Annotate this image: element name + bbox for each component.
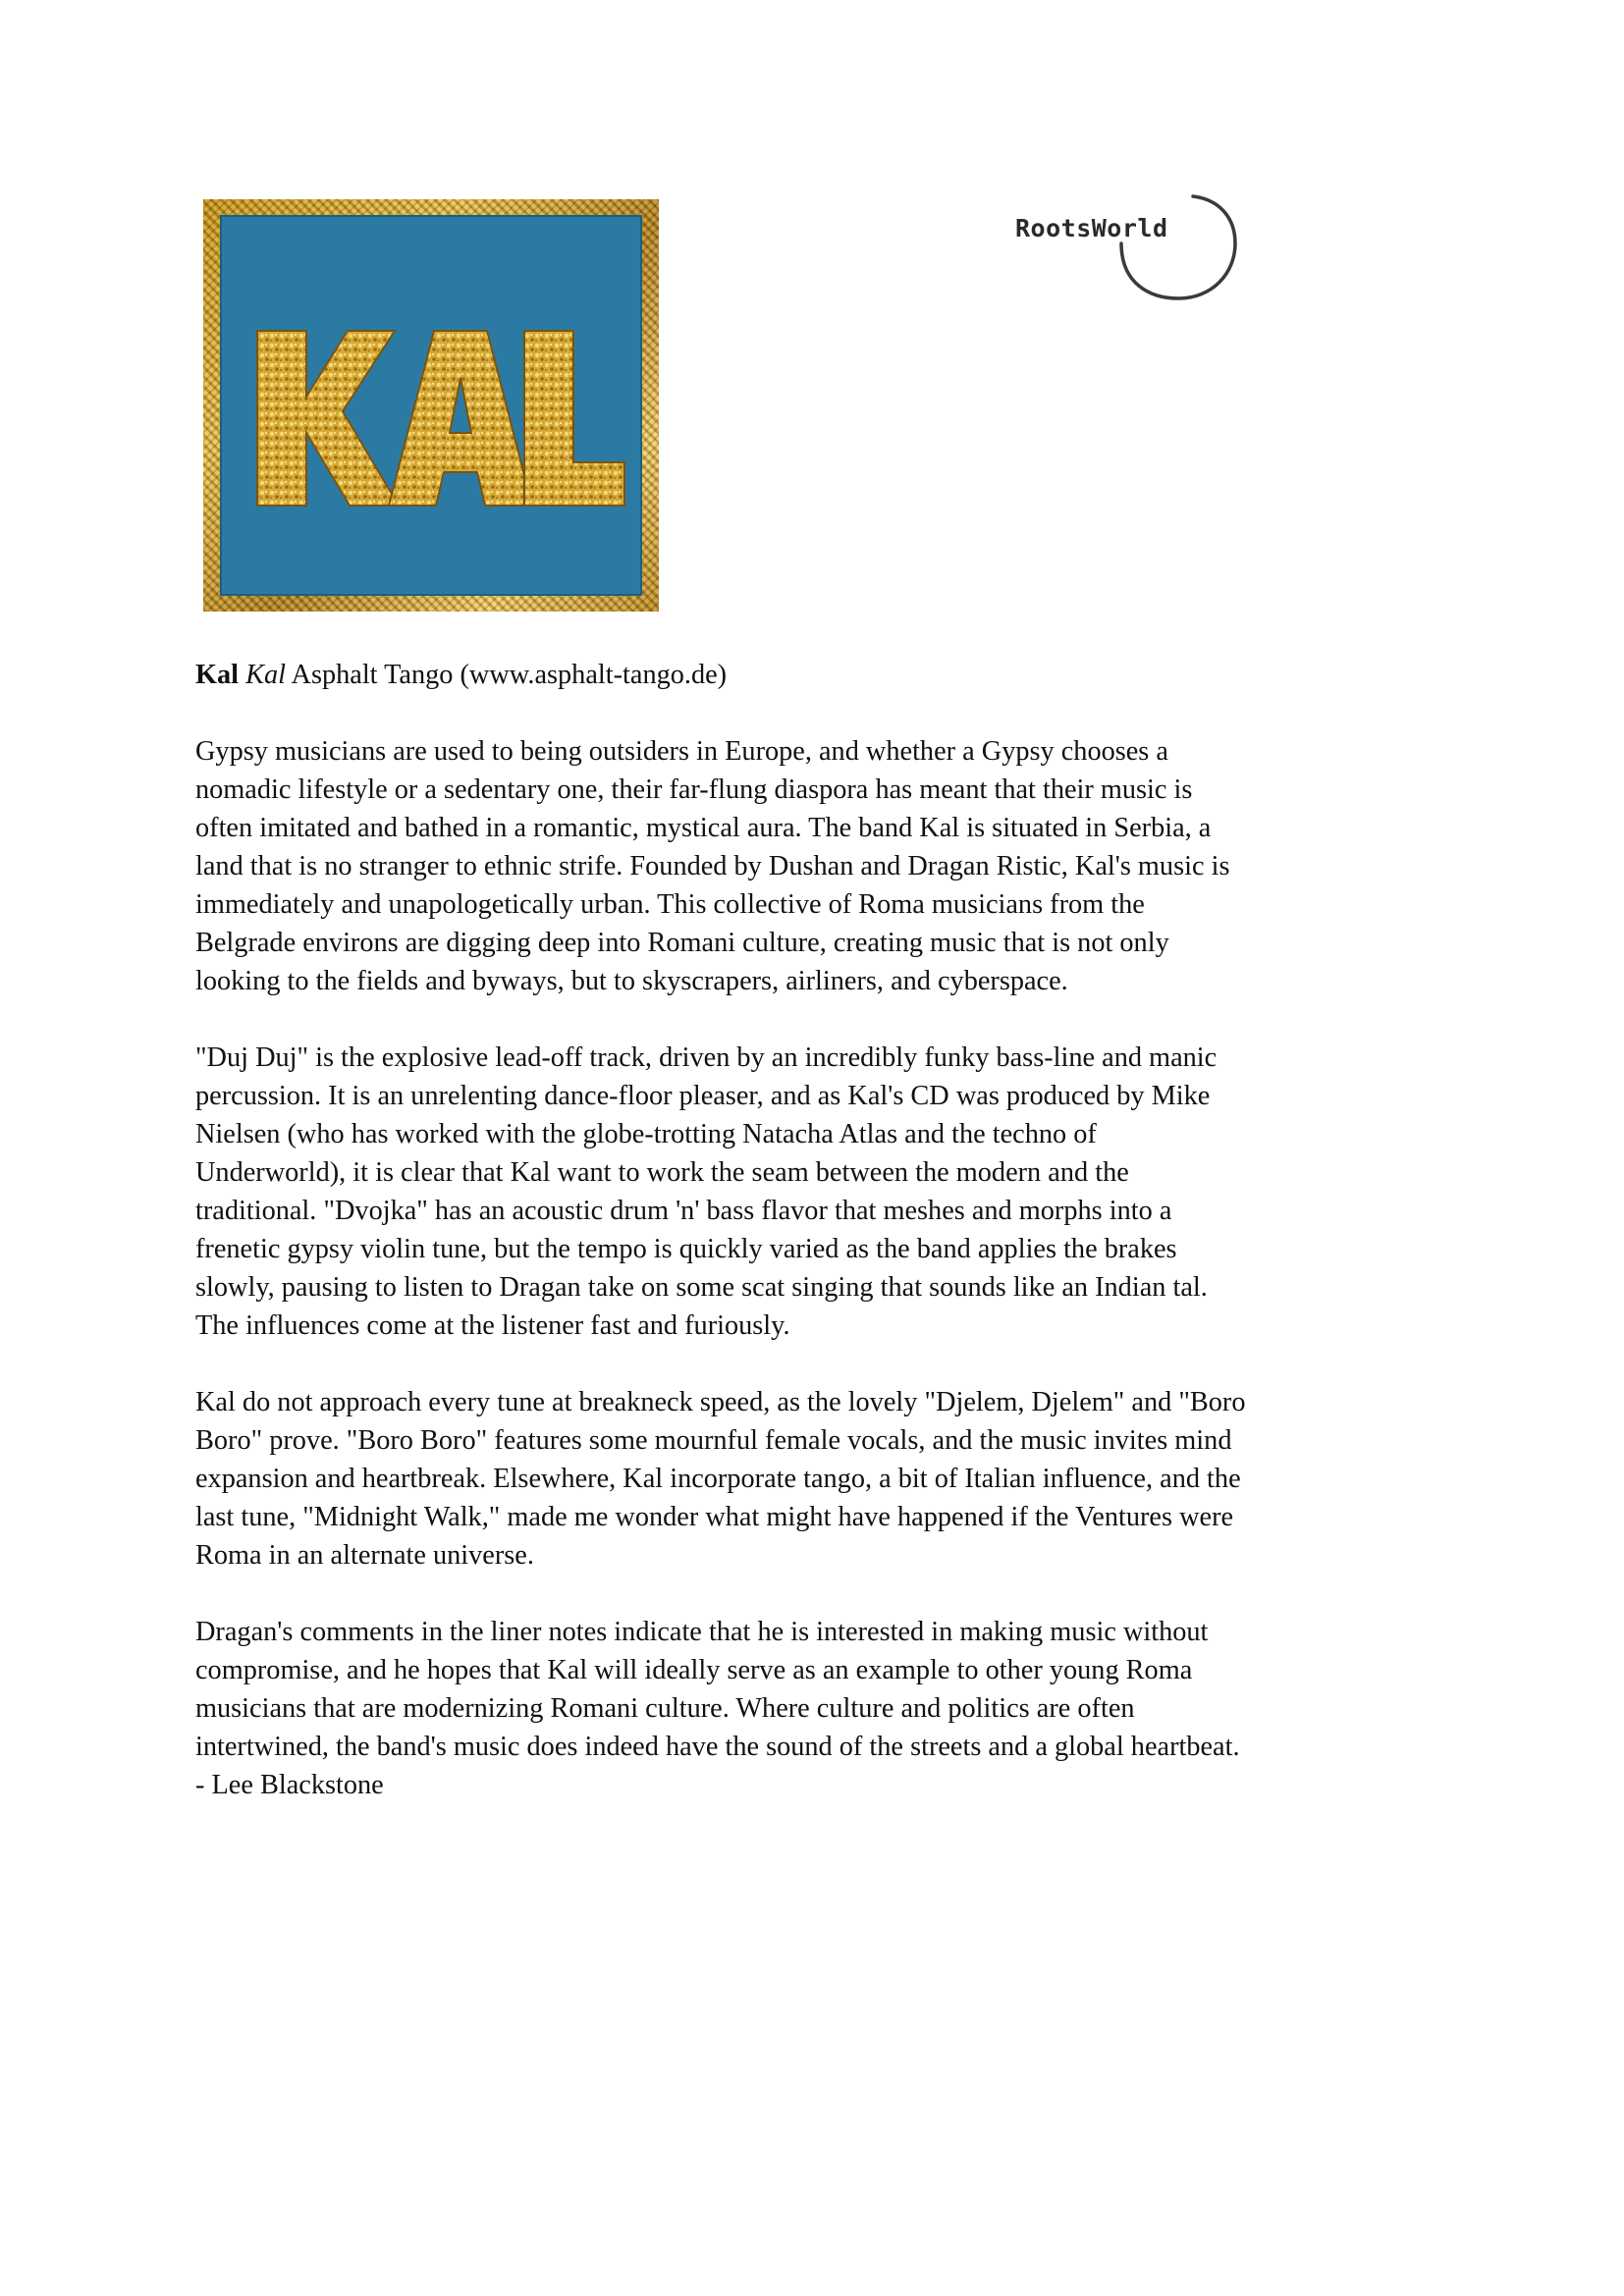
rootsworld-logo [1011, 194, 1237, 307]
text-line: Kal do not approach every tune at breakneck speed, as the lovely "Djelem, Djelem" and "Boro [195, 1387, 1246, 1417]
text-line: Roma in an alternate universe. [195, 1540, 534, 1571]
text-line: Boro" prove. "Boro Boro" features some mournful female vocals, and the music invites mind [195, 1425, 1232, 1456]
text-line: The influences come at the listener fast and furiously. [195, 1310, 790, 1341]
album-cover-lettering [257, 331, 624, 506]
review-article [195, 656, 1472, 1842]
text-line: frenetic gypsy violin tune, but the tempo is quickly varied as the band applies the brakes [195, 1234, 1177, 1264]
text-line: compromise, and he hopes that Kal will ideally serve as an example to other young Roma [195, 1655, 1193, 1685]
text-line: Gypsy musicians are used to being outsiders in Europe, and whether a Gypsy chooses a [195, 736, 1168, 767]
text-line: expansion and heartbreak. Elsewhere, Kal incorporate tango, a bit of Italian influence, and the [195, 1464, 1241, 1494]
album-cover-art [220, 215, 642, 596]
text-line: immediately and unapologetically urban. This collective of Roma musicians from the [195, 889, 1145, 920]
paragraph-tracks [195, 1039, 1472, 1345]
review-headline [195, 656, 1472, 694]
text-line: nomadic lifestyle or a sedentary one, their far-flung diaspora has meant that their music is [195, 774, 1193, 805]
text-line: Underworld), it is clear that Kal want to work the seam between the modern and the [195, 1157, 1129, 1188]
paragraph-intro [195, 732, 1472, 1000]
artist-name: Kal [195, 660, 240, 690]
album-cover-panel [220, 215, 642, 596]
text-line: Nielsen (who has worked with the globe-trotting Natacha Atlas and the techno of [195, 1119, 1097, 1149]
text-line: looking to the fields and byways, but to skyscrapers, airliners, and cyberspace. [195, 966, 1068, 996]
text-line: Belgrade environs are digging deep into Romani culture, creating music that is not only [195, 928, 1169, 958]
text-line: often imitated and bathed in a romantic, mystical aura. The band Kal is situated in Serbia, a [195, 813, 1212, 843]
logo-wordmark: RootsWorld [1015, 214, 1168, 242]
paragraph-tunes [195, 1383, 1472, 1575]
text-line: percussion. It is an unrelenting dance-floor pleaser, and as Kal's CD was produced by Mike [195, 1081, 1211, 1111]
text-line: Dragan's comments in the liner notes indicate that he is interested in making music without [195, 1617, 1209, 1647]
text-line: land that is no stranger to ethnic strife. Founded by Dushan and Dragan Ristic, Kal's music is [195, 851, 1230, 881]
album-title: Kal [245, 660, 286, 690]
paragraph-conclusion [195, 1613, 1472, 1804]
text-line: musicians that are modernizing Romani culture. Where culture and politics are often [195, 1693, 1135, 1724]
author-byline: - Lee Blackstone [195, 1770, 384, 1800]
label-info: Asphalt Tango (www.asphalt-tango.de) [291, 660, 728, 690]
text-line: intertwined, the band's music does indeed have the sound of the streets and a global heartbeat. [195, 1732, 1240, 1762]
album-cover-image [203, 199, 659, 612]
text-line: traditional. "Dvojka" has an acoustic drum 'n' bass flavor that meshes and morphs into a [195, 1196, 1172, 1226]
text-line: last tune, "Midnight Walk," made me wonder what might have happened if the Ventures were [195, 1502, 1234, 1532]
logo-arc-graphic [1011, 194, 1237, 307]
text-line: slowly, pausing to listen to Dragan take on some scat singing that sounds like an Indian tal. [195, 1272, 1208, 1303]
text-line: "Duj Duj" is the explosive lead-off track, driven by an incredibly funky bass-line and manic [195, 1042, 1218, 1073]
